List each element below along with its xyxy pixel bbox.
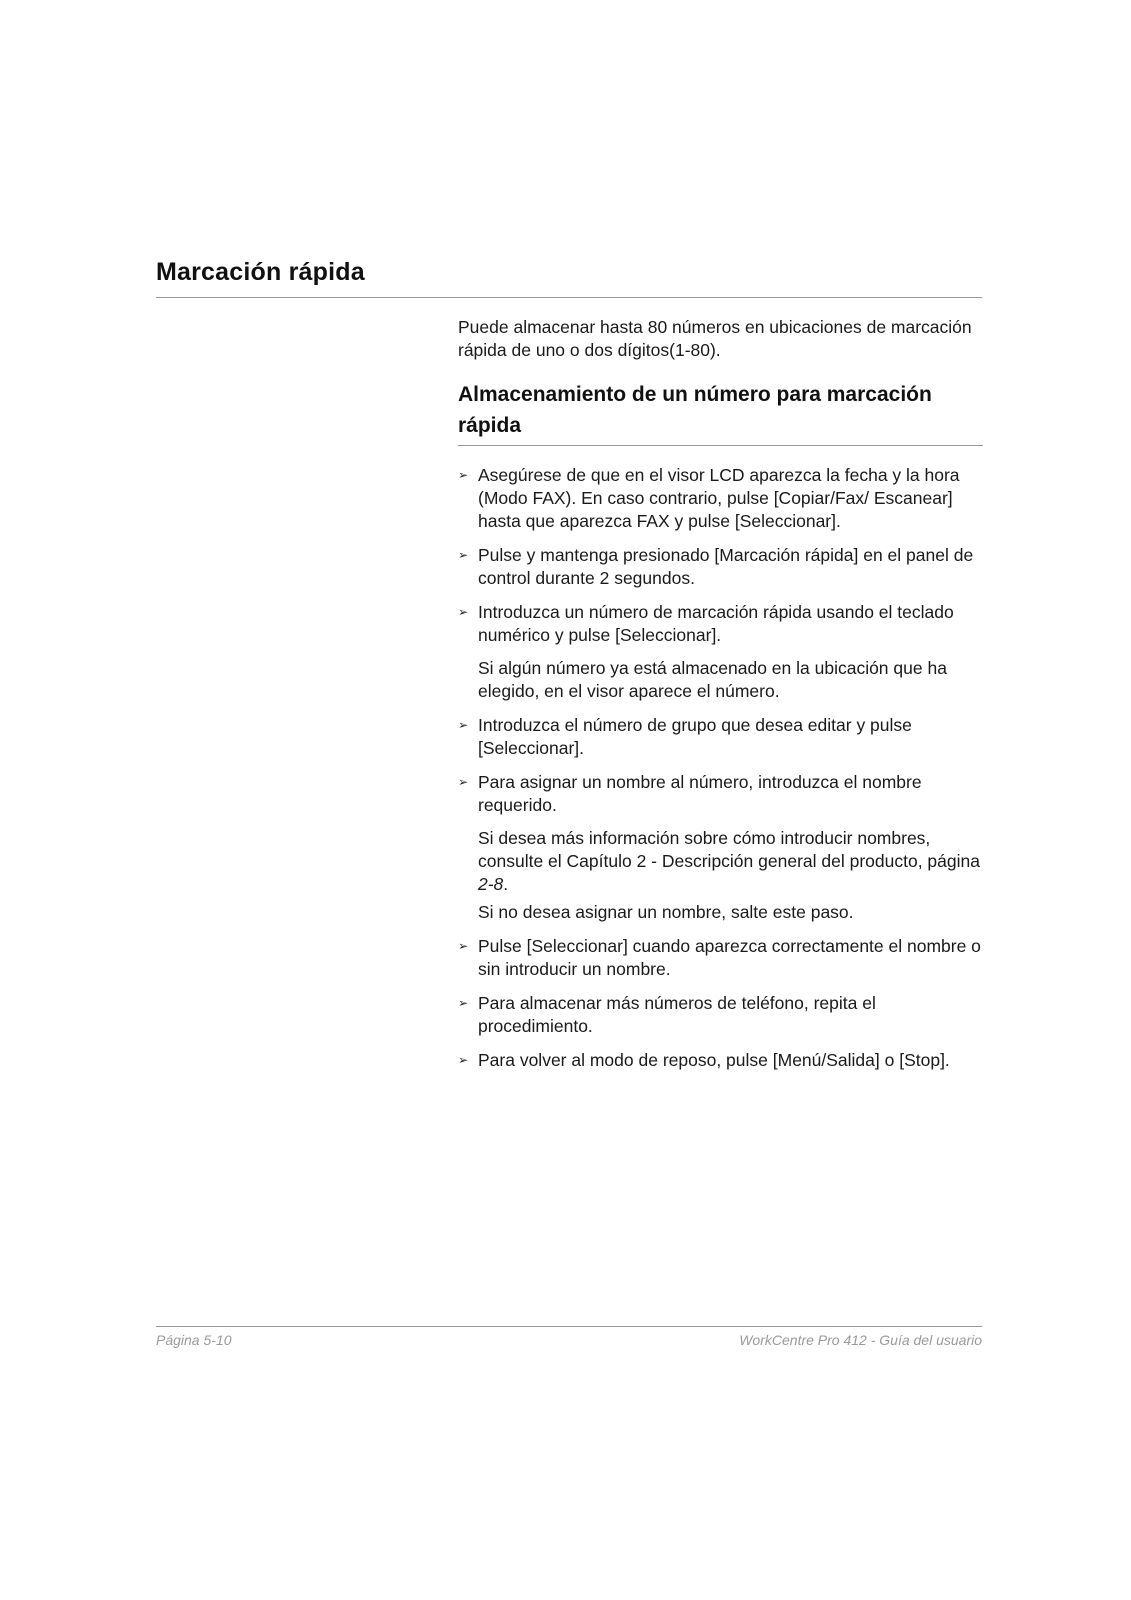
step-text: Introduzca un número de marcación rápida usando el teclado numérico y pulse [Seleccionar]. (478, 602, 954, 645)
page-title: Marcación rápida (156, 258, 365, 286)
step-item (458, 1049, 983, 1072)
step-item (458, 935, 983, 981)
step-text: Para almacenar más números de teléfono, repita el procedimiento. (478, 993, 876, 1036)
main-content (458, 316, 983, 1083)
note-text-end: . (503, 874, 509, 894)
step-item (458, 714, 983, 760)
chevron-right-icon: ➢ (458, 718, 469, 732)
steps-list (458, 464, 983, 1072)
chevron-right-icon: ➢ (458, 468, 469, 482)
chevron-right-icon: ➢ (458, 996, 469, 1010)
chevron-right-icon: ➢ (458, 1053, 469, 1067)
step-item (458, 601, 983, 703)
step-text: Para volver al modo de reposo, pulse [Menú/Salida] o [Stop]. (478, 1050, 950, 1070)
title-divider (156, 297, 982, 298)
step-text: Introduzca el número de grupo que desea editar y pulse [Seleccionar]. (478, 715, 912, 758)
step-note: Si no desea asignar un nombre, salte este paso. (478, 902, 854, 922)
step-text: Pulse [Seleccionar] cuando aparezca correctamente el nombre o sin introducir un nombre. (478, 936, 981, 979)
step-item (458, 544, 983, 590)
step-text: Asegúrese de que en el visor LCD aparezca la fecha y la hora (Modo FAX). En caso contrario, pulse [Copiar/Fax/ Escanear] hasta que aparezca FAX y pulse [Seleccionar]. (478, 465, 960, 531)
footer-divider (156, 1326, 982, 1327)
chevron-right-icon: ➢ (458, 939, 469, 953)
step-text: Para asignar un nombre al número, introduzca el nombre requerido. (478, 772, 922, 815)
step-text: Pulse y mantenga presionado [Marcación rápida] en el panel de control durante 2 segundos. (478, 545, 974, 588)
step-note (478, 827, 983, 896)
chevron-right-icon: ➢ (458, 775, 469, 789)
footer-page-number: Página 5-10 (156, 1332, 232, 1348)
note-text: Si desea más información sobre cómo introducir nombres, consulte el Capítulo 2 - Descripción general del producto, página (478, 828, 980, 871)
page-reference-link[interactable]: 2-8 (478, 874, 504, 894)
step-item (458, 771, 983, 924)
chevron-right-icon: ➢ (458, 605, 469, 619)
step-item (458, 992, 983, 1038)
step-note: Si algún número ya está almacenado en la ubicación que ha elegido, en el visor aparece el número. (478, 658, 947, 701)
step-item (458, 464, 983, 533)
intro-paragraph: Puede almacenar hasta 80 números en ubicaciones de marcación rápida de uno o dos dígitos(1-80). (458, 317, 972, 360)
section-heading: Almacenamiento de un número para marcación rápida (458, 379, 983, 446)
footer-guide-title: WorkCentre Pro 412 - Guía del usuario (739, 1332, 982, 1348)
chevron-right-icon: ➢ (458, 548, 469, 562)
